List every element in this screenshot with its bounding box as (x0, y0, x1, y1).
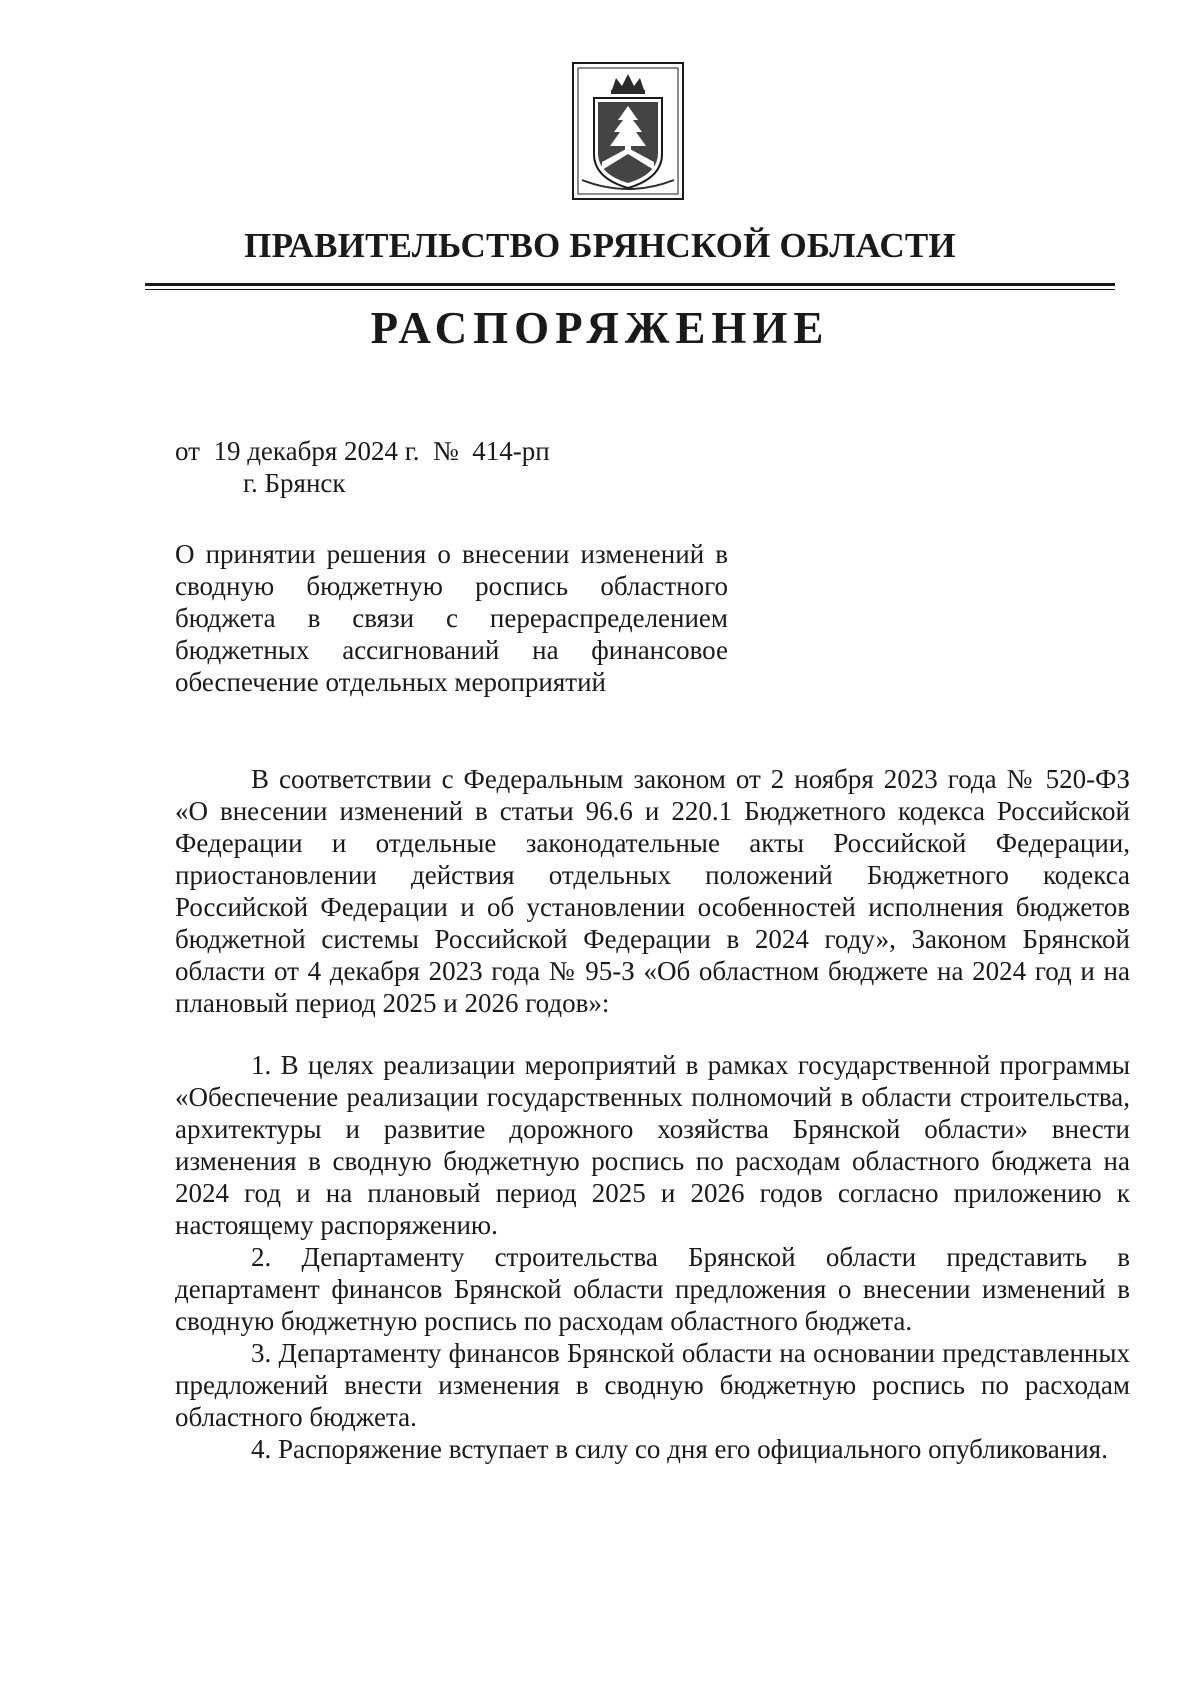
item-1: 1. В целях реализации мероприятий в рамках государственной программы «Обеспечение реализации государственных полномочий в области строительства, архитектуры и развитие дорожного хозяйства Брянской области» внести изменения в сводную бюджетную роспись по расходам областного бюджета на 2024 год и на плановый период 2025 и 2026 годов согласно приложению к настоящему распоряжению. (175, 1050, 1130, 1240)
item-4: 4. Распоряжение вступает в силу со дня его официального опубликования. (251, 1434, 1108, 1464)
organization-name: ПРАВИТЕЛЬСТВО БРЯНСКОЙ ОБЛАСТИ (244, 226, 956, 265)
item-2: 2. Департаменту строительства Брянской области представить в департамент финансов Брянской области предложения о внесении изменений в сводную бюджетную роспись по расходам областного бюджета. (175, 1242, 1130, 1336)
header-divider-thin (145, 289, 1115, 290)
preamble-paragraph: В соответствии с Федеральным законом от 2 ноября 2023 года № 520-ФЗ «О внесении изменений в статьи 96.6 и 220.1 Бюджетного кодекса Российской Федерации и отдельные законодательные акты Российской Федерации, приостановлении действия отдельных положений Бюджетного кодекса Российской Федерации и об установлении особенностей исполнения бюджетов бюджетной системы Российской Федерации в 2024 году», Законом Брянской области от 4 декабря 2023 года № 95-З «Об областном бюджете на 2024 год и на плановый период 2025 и 2026 годов»: (175, 764, 1130, 1018)
header-divider-thick (145, 283, 1115, 286)
document-subject: О принятии решения о внесении изменений в сводную бюджетную роспись областного бюджета в связи с перераспределением бюджетных ассигнований на финансовое обеспечение отдельных мероприятий (175, 539, 728, 697)
bryansk-coat-of-arms-icon (572, 62, 684, 200)
items-block (175, 1049, 1130, 1465)
document-date-number: от 19 декабря 2024 г. № 414-рп (175, 436, 550, 466)
document-city: г. Брянск (243, 468, 346, 498)
document-type-title: РАСПОРЯЖЕНИЕ (370, 303, 830, 353)
preamble-block (175, 763, 1130, 1019)
item-3: 3. Департаменту финансов Брянской области на основании представленных предложений внести изменения в сводную бюджетную роспись по расходам областного бюджета. (175, 1338, 1130, 1432)
